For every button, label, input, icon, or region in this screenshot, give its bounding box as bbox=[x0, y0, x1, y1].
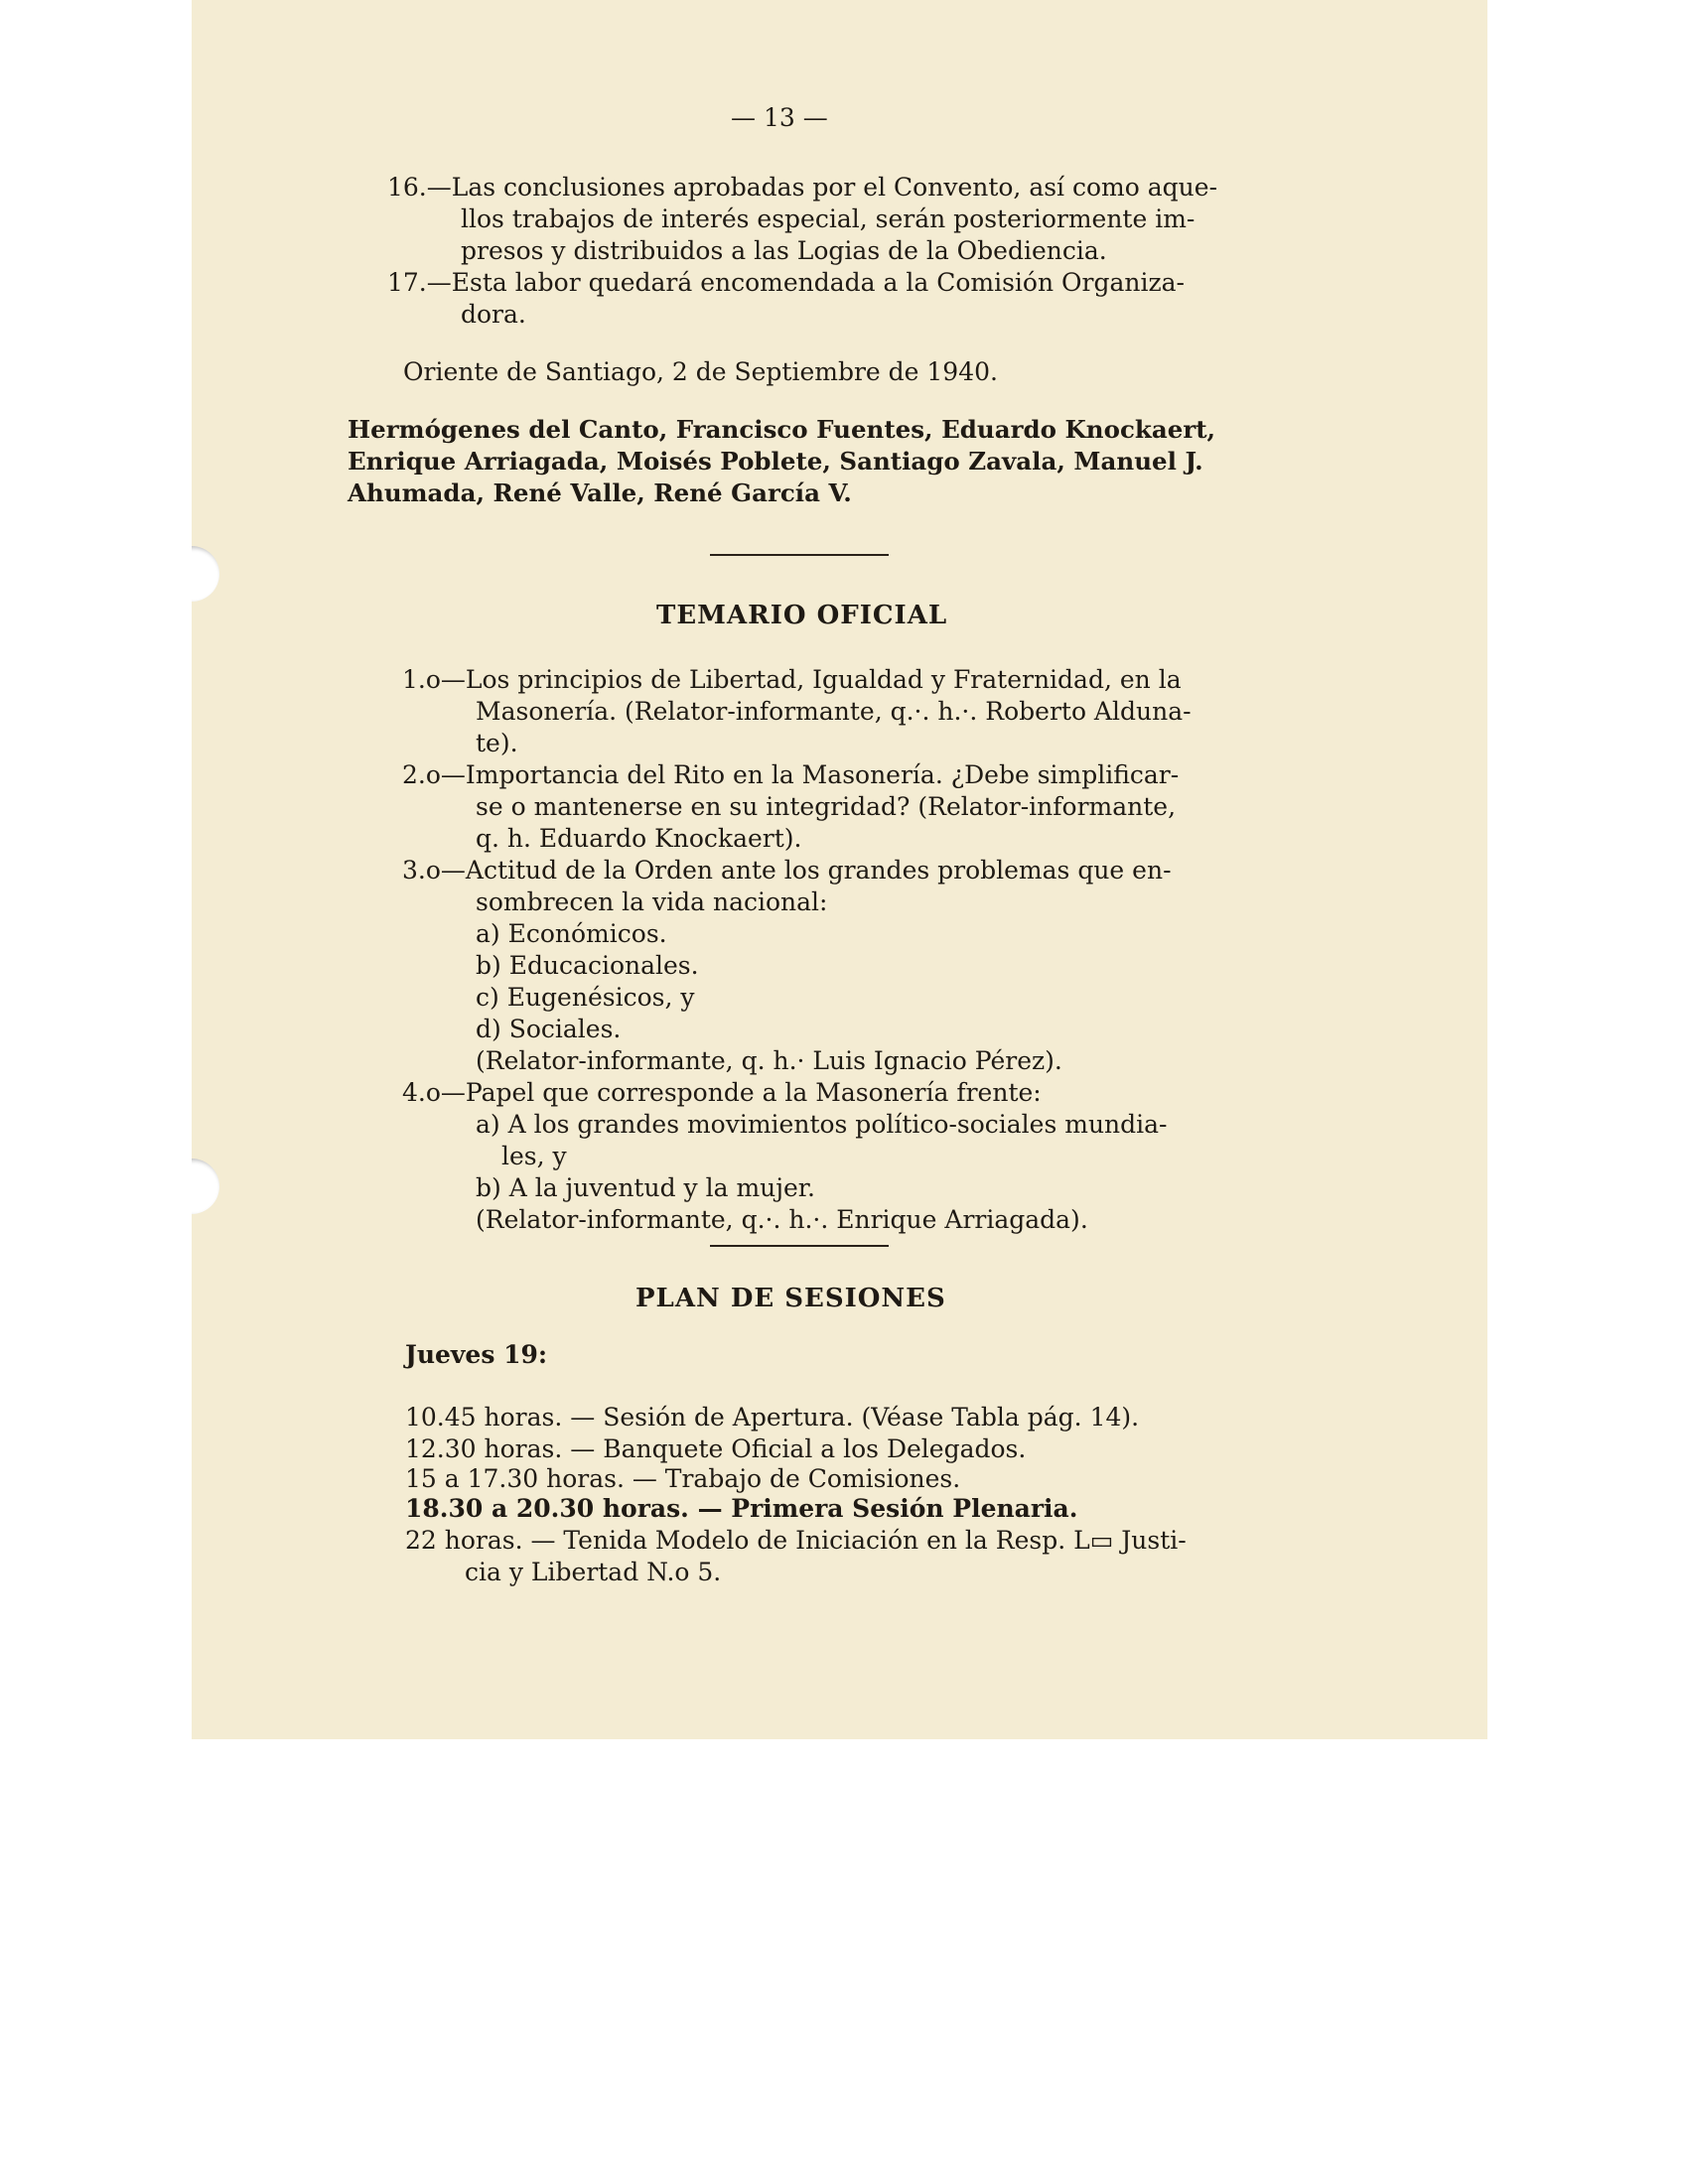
plan-line-2: 12.30 horas. — Banquete Oficial a los Delegados. bbox=[405, 1434, 1027, 1463]
signatories-line2: Enrique Arriagada, Moisés Poblete, Santiago Zavala, Manuel J. bbox=[348, 447, 1203, 476]
document-page bbox=[192, 0, 1487, 1739]
divider-2 bbox=[710, 1245, 889, 1247]
item-16-line3: presos y distribuidos a las Logias de la Obediencia. bbox=[461, 236, 1107, 265]
temario-3a: a) Económicos. bbox=[476, 919, 667, 948]
plan-line-3: 15 a 17.30 horas. — Trabajo de Comisiones. bbox=[405, 1464, 961, 1493]
plan-line-4: 18.30 a 20.30 horas. — Primera Sesión Plenaria. bbox=[405, 1494, 1078, 1523]
date-line: Oriente de Santiago, 2 de Septiembre de 1940. bbox=[403, 357, 998, 386]
punch-hole-top bbox=[192, 546, 219, 602]
temario-4-line1: 4.o—Papel que corresponde a la Masonería frente: bbox=[402, 1078, 1042, 1107]
page-number: — 13 — bbox=[731, 103, 828, 132]
temario-3-line2: sombrecen la vida nacional: bbox=[476, 887, 828, 916]
temario-1-line2: Masonería. (Relator-informante, q.·. h.·. Roberto Alduna- bbox=[476, 697, 1192, 726]
plan-line-5: 22 horas. — Tenida Modelo de Iniciación en la Resp. L▭ Justi- bbox=[405, 1526, 1187, 1555]
temario-3-relator: (Relator-informante, q. h.· Luis Ignacio Pérez). bbox=[476, 1046, 1062, 1075]
temario-1-line3: te). bbox=[476, 729, 518, 757]
plan-day: Jueves 19: bbox=[405, 1340, 548, 1369]
signatories-line3: Ahumada, René Valle, René García V. bbox=[348, 478, 852, 507]
temario-3c: c) Eugenésicos, y bbox=[476, 983, 695, 1012]
temario-4b: b) A la juventud y la mujer. bbox=[476, 1173, 815, 1202]
temario-4-relator: (Relator-informante, q.·. h.·. Enrique Arriagada). bbox=[476, 1205, 1088, 1234]
temario-4a-line1: a) A los grandes movimientos político-sociales mundia- bbox=[476, 1110, 1168, 1139]
temario-4a-line2: les, y bbox=[501, 1142, 567, 1170]
temario-3-line1: 3.o—Actitud de la Orden ante los grandes problemas que en- bbox=[402, 856, 1172, 885]
signatories-line1: Hermógenes del Canto, Francisco Fuentes, Eduardo Knockaert, bbox=[348, 415, 1216, 444]
temario-2-line2: se o mantenerse en su integridad? (Relator-informante, bbox=[476, 792, 1177, 821]
item-16-line2: llos trabajos de interés especial, serán posteriormente im- bbox=[461, 205, 1196, 233]
temario-2-line3: q. h. Eduardo Knockaert). bbox=[476, 824, 802, 853]
temario-title: TEMARIO OFICIAL bbox=[656, 601, 948, 630]
plan-line-6: cia y Libertad N.o 5. bbox=[465, 1558, 722, 1586]
temario-3b: b) Educacionales. bbox=[476, 951, 699, 980]
plan-title: PLAN DE SESIONES bbox=[635, 1284, 946, 1313]
punch-hole-bottom bbox=[192, 1159, 219, 1214]
item-17-line1: 17.—Esta labor quedará encomendada a la Comisión Organiza- bbox=[387, 268, 1185, 297]
divider-1 bbox=[710, 554, 889, 556]
plan-line-1: 10.45 horas. — Sesión de Apertura. (Véase Tabla pág. 14). bbox=[405, 1403, 1140, 1432]
item-16-line1: 16.—Las conclusiones aprobadas por el Convento, así como aque- bbox=[387, 173, 1218, 202]
temario-1-line1: 1.o—Los principios de Libertad, Igualdad y Fraternidad, en la bbox=[402, 665, 1182, 694]
temario-2-line1: 2.o—Importancia del Rito en la Masonería. ¿Debe simplificar- bbox=[402, 760, 1180, 789]
temario-3d: d) Sociales. bbox=[476, 1015, 622, 1043]
item-17-line2: dora. bbox=[461, 300, 526, 329]
